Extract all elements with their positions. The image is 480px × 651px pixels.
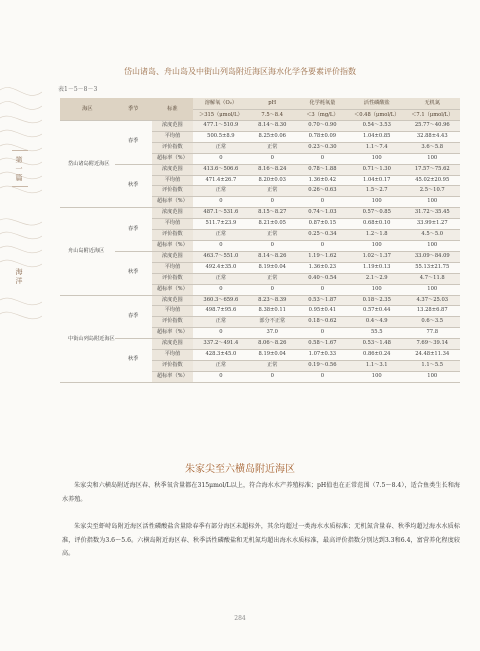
- value-cell: 正常: [193, 317, 249, 328]
- table-caption: 岱山诸岛、舟山岛及中街山列岛附近海区海水化学各要素评价指数: [124, 67, 356, 76]
- season-name: 秋季: [115, 339, 152, 383]
- zone-name: 岱山诸岛附近海区: [60, 121, 115, 208]
- value-cell: 100: [349, 371, 405, 382]
- value-cell: 0: [296, 371, 349, 382]
- value-cell: 8.16～8.24: [249, 164, 296, 175]
- value-cell: 471.4±26.7: [193, 175, 249, 186]
- zone-name: 舟山岛附近海区: [60, 208, 115, 295]
- row-label: 浓度范围: [152, 208, 194, 219]
- value-cell: 4.5～5.0: [405, 230, 460, 241]
- value-cell: 0.78～1.88: [296, 164, 349, 175]
- section-label: 海洋: [15, 268, 23, 286]
- value-cell: 0: [296, 328, 349, 339]
- value-cell: 8.20±0.03: [249, 175, 296, 186]
- row-label: 平均值: [152, 306, 194, 317]
- table-number: 表1－5－8－3: [58, 86, 98, 93]
- row-label: 浓度范围: [152, 339, 194, 350]
- value-cell: 4.37～25.03: [405, 295, 460, 306]
- header-standard: ＜7.1（μmol/L）: [405, 110, 460, 121]
- value-cell: 0: [193, 328, 249, 339]
- value-cell: 0.53～1.87: [296, 295, 349, 306]
- value-cell: 0.26～0.63: [296, 186, 349, 197]
- value-cell: 0.87±0.15: [296, 219, 349, 230]
- side-rule: [12, 150, 28, 151]
- value-cell: 0: [296, 153, 349, 164]
- header-param: pH: [249, 98, 296, 110]
- row-label: 浓度范围: [152, 251, 194, 262]
- row-label: 评价指数: [152, 142, 194, 153]
- value-cell: 0.78±0.09: [296, 131, 349, 142]
- value-cell: 55.5: [349, 328, 405, 339]
- value-cell: 45.02±20.95: [405, 175, 460, 186]
- row-label: 浓度范围: [152, 295, 194, 306]
- value-cell: 8.14～8.26: [249, 251, 296, 262]
- value-cell: 100: [349, 153, 405, 164]
- value-cell: 0: [193, 153, 249, 164]
- side-decoration: [0, 0, 42, 651]
- value-cell: 37.0: [249, 328, 296, 339]
- value-cell: 77.8: [405, 328, 460, 339]
- value-cell: 8.25±0.06: [249, 131, 296, 142]
- season-name: 秋季: [115, 164, 152, 208]
- header-standard: 7.5～8.4: [249, 110, 296, 121]
- value-cell: 正常: [193, 186, 249, 197]
- value-cell: 33.99±1.27: [405, 219, 460, 230]
- value-cell: 17.57～75.62: [405, 164, 460, 175]
- table-row: [60, 251, 460, 262]
- value-cell: 13.28±6.87: [405, 306, 460, 317]
- season-name: 秋季: [115, 251, 152, 295]
- value-cell: 正常: [249, 360, 296, 371]
- value-cell: 100: [405, 284, 460, 295]
- value-cell: 正常: [193, 273, 249, 284]
- wave-art-icon: [0, 0, 42, 651]
- table-row: [60, 339, 460, 350]
- value-cell: 0: [193, 284, 249, 295]
- row-label: 超标率（%）: [152, 197, 194, 208]
- row-label: 评价指数: [152, 360, 194, 371]
- row-label: 超标率（%）: [152, 371, 194, 382]
- value-cell: 8.19±0.04: [249, 350, 296, 361]
- value-cell: 0.74～1.03: [296, 208, 349, 219]
- value-cell: 25.77～40.96: [405, 121, 460, 132]
- season-name: 春季: [115, 295, 152, 339]
- value-cell: 0.40～0.54: [296, 273, 349, 284]
- row-label: 超标率（%）: [152, 284, 194, 295]
- value-cell: 8.15～8.27: [249, 208, 296, 219]
- row-label: 超标率（%）: [152, 153, 194, 164]
- value-cell: 1.1～5.5: [405, 360, 460, 371]
- value-cell: 428.3±45.0: [193, 350, 249, 361]
- value-cell: 0: [249, 153, 296, 164]
- water-chemistry-table: [60, 98, 460, 383]
- value-cell: 0.18～0.62: [296, 317, 349, 328]
- value-cell: 部分不正常: [249, 317, 296, 328]
- value-cell: 500.5±8.9: [193, 131, 249, 142]
- header-param: 化学耗氧量: [296, 98, 349, 110]
- table-row: [60, 208, 460, 219]
- value-cell: 0.19～0.56: [296, 360, 349, 371]
- value-cell: 33.09～84.09: [405, 251, 460, 262]
- value-cell: 0.23～0.30: [296, 142, 349, 153]
- value-cell: 360.3～659.6: [193, 295, 249, 306]
- value-cell: 1.19～1.62: [296, 251, 349, 262]
- value-cell: 337.2～491.4: [193, 339, 249, 350]
- value-cell: 8.21±0.05: [249, 219, 296, 230]
- value-cell: 1.04±0.17: [349, 175, 405, 186]
- value-cell: 31.72～35.45: [405, 208, 460, 219]
- chapter-label: 第一篇: [15, 156, 23, 183]
- value-cell: 0.95±0.41: [296, 306, 349, 317]
- season-name: 春季: [115, 208, 152, 252]
- value-cell: 1.36±0.42: [296, 175, 349, 186]
- value-cell: 1.5～2.7: [349, 186, 405, 197]
- season-name: 春季: [115, 121, 152, 165]
- row-label: 平均值: [152, 350, 194, 361]
- value-cell: 0.57～0.85: [349, 208, 405, 219]
- row-label: 平均值: [152, 175, 194, 186]
- header-param: 溶解氧（O₂）: [193, 98, 249, 110]
- value-cell: 正常: [193, 142, 249, 153]
- value-cell: 511.7±23.9: [193, 219, 249, 230]
- value-cell: 0: [193, 240, 249, 251]
- table-row: [60, 295, 460, 306]
- header-standard: ＜3（mg/L）: [296, 110, 349, 121]
- value-cell: 477.1～510.9: [193, 121, 249, 132]
- value-cell: 0: [296, 240, 349, 251]
- value-cell: 0.71～1.30: [349, 164, 405, 175]
- value-cell: 100: [405, 371, 460, 382]
- section-title: 朱家尖至六横岛附近海区: [185, 464, 295, 475]
- table-row: [60, 164, 460, 175]
- value-cell: 1.04±0.85: [349, 131, 405, 142]
- value-cell: 100: [349, 197, 405, 208]
- value-cell: 7.69～39.14: [405, 339, 460, 350]
- value-cell: 1.02～1.37: [349, 251, 405, 262]
- value-cell: 4.7～11.8: [405, 273, 460, 284]
- value-cell: 498.7±95.6: [193, 306, 249, 317]
- value-cell: 0: [296, 197, 349, 208]
- page-number: 284: [234, 615, 246, 622]
- header-param: 无机氮: [405, 98, 460, 110]
- table-row: [60, 121, 460, 132]
- value-cell: 1.36±0.23: [296, 262, 349, 273]
- value-cell: 0: [193, 371, 249, 382]
- value-cell: 0: [249, 197, 296, 208]
- value-cell: 100: [405, 240, 460, 251]
- value-cell: 2.5～10.7: [405, 186, 460, 197]
- row-label: 浓度范围: [152, 121, 194, 132]
- header-indicator: 标准: [152, 98, 194, 121]
- value-cell: 0.54～3.53: [349, 121, 405, 132]
- value-cell: 463.7～551.0: [193, 251, 249, 262]
- value-cell: 55.13±21.75: [405, 262, 460, 273]
- paragraph: 朱家尖至虾峙岛附近海区活性磷酸盐含量除春季有部分海区未超标外，其余均超过一类海水水质标准；无机氮含量春、秋季均超过海水水质标准，评价指数为3.6～5.6。六横岛附近海区春、秋季活性磷酸盐和无机氮均超出海水水质标准，最高评价指数分别达到3.3和6.4，富营养化程度较高。: [62, 523, 460, 557]
- paragraph: 朱家尖和六横岛附近海区春、秋季氧含量都在315μmol/L以上，符合海水水产养殖标准；pH值也在正常范围（7.5～8.4），适合鱼类生长和海水养殖。: [62, 482, 460, 503]
- header-standard: ＜0.48（μmol/L）: [349, 110, 405, 121]
- value-cell: 492.4±35.0: [193, 262, 249, 273]
- value-cell: 1.07±0.33: [296, 350, 349, 361]
- value-cell: 1.1～3.1: [349, 360, 405, 371]
- row-label: 评价指数: [152, 230, 194, 241]
- value-cell: 0.4～4.9: [349, 317, 405, 328]
- value-cell: 0: [249, 284, 296, 295]
- value-cell: 0.57±0.44: [349, 306, 405, 317]
- value-cell: 0: [249, 371, 296, 382]
- value-cell: 100: [405, 153, 460, 164]
- zone-name: 中街山列岛附近海区: [60, 295, 115, 382]
- value-cell: 0.58～1.67: [296, 339, 349, 350]
- value-cell: 0.70～0.90: [296, 121, 349, 132]
- row-label: 评价指数: [152, 186, 194, 197]
- value-cell: 8.06～8.26: [249, 339, 296, 350]
- side-rule: [12, 186, 28, 187]
- value-cell: 8.14～8.30: [249, 121, 296, 132]
- row-label: 平均值: [152, 219, 194, 230]
- value-cell: 32.88±4.43: [405, 131, 460, 142]
- value-cell: 正常: [193, 360, 249, 371]
- value-cell: 正常: [249, 230, 296, 241]
- row-label: 评价指数: [152, 317, 194, 328]
- row-label: 超标率（%）: [152, 328, 194, 339]
- value-cell: 413.6～506.6: [193, 164, 249, 175]
- value-cell: 0.6～3.5: [405, 317, 460, 328]
- value-cell: 100: [349, 240, 405, 251]
- value-cell: 正常: [249, 273, 296, 284]
- value-cell: 24.48±11.34: [405, 350, 460, 361]
- value-cell: 2.1～2.9: [349, 273, 405, 284]
- value-cell: 0.86±0.24: [349, 350, 405, 361]
- row-label: 平均值: [152, 131, 194, 142]
- value-cell: 0: [249, 240, 296, 251]
- row-label: 评价指数: [152, 273, 194, 284]
- table-body: [60, 121, 460, 383]
- value-cell: 487.1～531.6: [193, 208, 249, 219]
- value-cell: 3.6～5.8: [405, 142, 460, 153]
- value-cell: 正常: [249, 186, 296, 197]
- value-cell: 0.68±0.10: [349, 219, 405, 230]
- value-cell: 0.25～0.34: [296, 230, 349, 241]
- value-cell: 8.19±0.04: [249, 262, 296, 273]
- header-season: 季节: [115, 98, 152, 121]
- value-cell: 0.53～1.48: [349, 339, 405, 350]
- value-cell: 1.19±0.13: [349, 262, 405, 273]
- value-cell: 8.38±0.11: [249, 306, 296, 317]
- value-cell: 100: [405, 197, 460, 208]
- header-zone: 海区: [60, 98, 115, 121]
- value-cell: 1.1～7.4: [349, 142, 405, 153]
- value-cell: 1.2～1.8: [349, 230, 405, 241]
- row-label: 浓度范围: [152, 164, 194, 175]
- value-cell: 0: [193, 197, 249, 208]
- header-param: 活性磷酸盐: [349, 98, 405, 110]
- value-cell: 8.23～8.39: [249, 295, 296, 306]
- value-cell: 0.18～2.35: [349, 295, 405, 306]
- value-cell: 正常: [193, 230, 249, 241]
- row-label: 平均值: [152, 262, 194, 273]
- header-standard: ＞315（μmol/L）: [193, 110, 249, 121]
- value-cell: 100: [349, 284, 405, 295]
- value-cell: 0: [296, 284, 349, 295]
- row-label: 超标率（%）: [152, 240, 194, 251]
- value-cell: 正常: [249, 142, 296, 153]
